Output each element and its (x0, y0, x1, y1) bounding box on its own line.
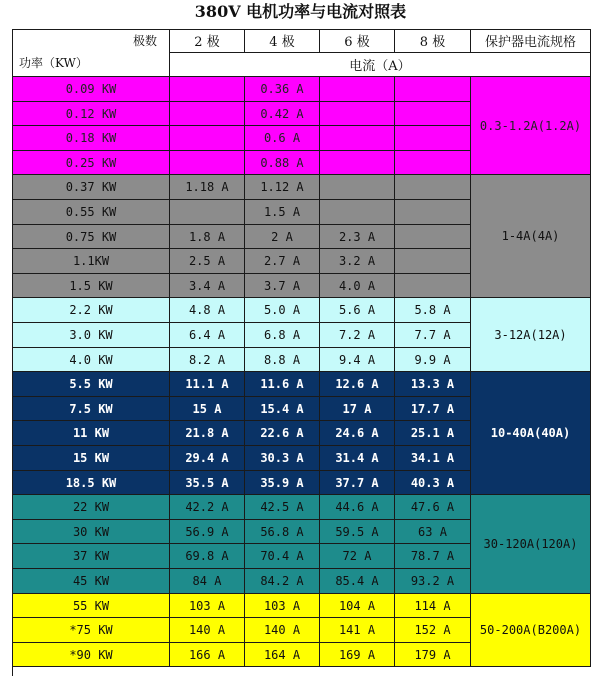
current-cell-2-pole (170, 77, 245, 102)
current-cell-2-pole: 2.5 A (170, 249, 245, 274)
power-cell: 0.37 KW (12, 175, 170, 200)
current-cell-2-pole: 56.9 A (170, 520, 245, 544)
header-corner-cell (12, 29, 170, 77)
current-cell-4-pole: 56.8 A (245, 520, 320, 544)
current-cell-4-pole: 5.0 A (245, 298, 320, 323)
current-cell-4-pole: 103 A (245, 594, 320, 618)
current-cell-6-pole: 17 A (320, 397, 395, 421)
current-cell-4-pole: 0.6 A (245, 126, 320, 151)
current-cell-6-pole: 4.0 A (320, 274, 395, 298)
page-title: 380V 电机功率与电流对照表 (194, 2, 407, 21)
current-cell-2-pole: 4.8 A (170, 298, 245, 323)
current-cell-6-pole: 7.2 A (320, 323, 395, 348)
current-cell-6-pole (320, 102, 395, 126)
current-cell-6-pole: 44.6 A (320, 495, 395, 520)
power-cell: 18.5 KW (12, 471, 170, 495)
current-cell-2-pole: 69.8 A (170, 544, 245, 569)
current-cell-8-pole (395, 225, 471, 249)
current-cell-2-pole: 29.4 A (170, 446, 245, 471)
current-cell-2-pole (170, 200, 245, 225)
header-pole-8: 8 极 (395, 29, 471, 53)
power-cell: 55 KW (12, 594, 170, 618)
current-cell-8-pole: 152 A (395, 618, 471, 643)
header-corner-poles-label: 极数 (132, 34, 157, 48)
current-cell-4-pole: 164 A (245, 643, 320, 667)
current-cell-6-pole: 59.5 A (320, 520, 395, 544)
current-cell-6-pole (320, 151, 395, 175)
current-cell-4-pole: 0.42 A (245, 102, 320, 126)
current-cell-8-pole (395, 102, 471, 126)
current-cell-4-pole: 0.88 A (245, 151, 320, 175)
current-cell-6-pole: 37.7 A (320, 471, 395, 495)
power-cell: 0.25 KW (12, 151, 170, 175)
current-cell-2-pole: 42.2 A (170, 495, 245, 520)
current-cell-4-pole: 15.4 A (245, 397, 320, 421)
current-cell-6-pole (320, 175, 395, 200)
power-cell: 11 KW (12, 421, 170, 446)
power-cell: 5.5 KW (12, 372, 170, 397)
current-cell-8-pole: 40.3 A (395, 471, 471, 495)
current-cell-6-pole: 85.4 A (320, 569, 395, 594)
current-cell-6-pole: 24.6 A (320, 421, 395, 446)
header-breaker-spec: 保护器电流规格 (471, 29, 591, 53)
current-cell-6-pole (320, 200, 395, 225)
power-cell: 3.0 KW (12, 323, 170, 348)
current-cell-4-pole: 22.6 A (245, 421, 320, 446)
current-cell-6-pole: 169 A (320, 643, 395, 667)
current-cell-6-pole: 5.6 A (320, 298, 395, 323)
current-cell-8-pole: 7.7 A (395, 323, 471, 348)
current-cell-2-pole: 8.2 A (170, 348, 245, 372)
current-cell-4-pole: 140 A (245, 618, 320, 643)
current-cell-6-pole: 104 A (320, 594, 395, 618)
current-cell-8-pole: 25.1 A (395, 421, 471, 446)
current-cell-4-pole: 11.6 A (245, 372, 320, 397)
current-cell-4-pole: 6.8 A (245, 323, 320, 348)
current-cell-2-pole: 103 A (170, 594, 245, 618)
current-cell-2-pole (170, 102, 245, 126)
motor-current-table (12, 29, 591, 676)
power-cell: 22 KW (12, 495, 170, 520)
current-cell-2-pole: 15 A (170, 397, 245, 421)
header-pole-4: 4 极 (245, 29, 320, 53)
power-cell: 0.55 KW (12, 200, 170, 225)
current-cell-2-pole: 21.8 A (170, 421, 245, 446)
current-cell-6-pole (320, 77, 395, 102)
current-cell-6-pole: 141 A (320, 618, 395, 643)
current-cell-4-pole: 84.2 A (245, 569, 320, 594)
current-cell-8-pole: 17.7 A (395, 397, 471, 421)
current-cell-6-pole: 3.2 A (320, 249, 395, 274)
current-cell-4-pole: 2.7 A (245, 249, 320, 274)
current-cell-8-pole (395, 151, 471, 175)
breaker-spec-cell: 30-120A(120A) (471, 495, 591, 594)
current-cell-8-pole: 78.7 A (395, 544, 471, 569)
power-cell: 1.5 KW (12, 274, 170, 298)
breaker-spec-cell: 10-40A(40A) (471, 372, 591, 495)
current-cell-2-pole (170, 126, 245, 151)
current-cell-8-pole (395, 126, 471, 151)
current-cell-2-pole: 11.1 A (170, 372, 245, 397)
power-cell: 4.0 KW (12, 348, 170, 372)
current-cell-2-pole: 1.18 A (170, 175, 245, 200)
current-cell-8-pole: 114 A (395, 594, 471, 618)
current-cell-8-pole (395, 249, 471, 274)
power-cell: 37 KW (12, 544, 170, 569)
header-pole-6: 6 极 (320, 29, 395, 53)
current-cell-8-pole: 179 A (395, 643, 471, 667)
current-cell-6-pole: 9.4 A (320, 348, 395, 372)
current-cell-8-pole (395, 274, 471, 298)
current-cell-8-pole: 13.3 A (395, 372, 471, 397)
power-cell: 1.1KW (12, 249, 170, 274)
breaker-spec-cell: 1-4A(4A) (471, 175, 591, 298)
current-cell-6-pole: 2.3 A (320, 225, 395, 249)
current-cell-4-pole: 1.5 A (245, 200, 320, 225)
power-cell: 0.75 KW (12, 225, 170, 249)
current-cell-6-pole: 72 A (320, 544, 395, 569)
current-cell-2-pole (170, 151, 245, 175)
current-cell-8-pole: 47.6 A (395, 495, 471, 520)
current-cell-2-pole: 84 A (170, 569, 245, 594)
current-cell-6-pole (320, 126, 395, 151)
current-cell-4-pole: 70.4 A (245, 544, 320, 569)
power-cell: *75 KW (12, 618, 170, 643)
breaker-spec-cell: 3-12A(12A) (471, 298, 591, 372)
power-cell: 2.2 KW (12, 298, 170, 323)
breaker-spec-cell: 50-200A(B200A) (471, 594, 591, 667)
power-cell: 7.5 KW (12, 397, 170, 421)
current-cell-2-pole: 166 A (170, 643, 245, 667)
current-cell-2-pole: 1.8 A (170, 225, 245, 249)
current-cell-4-pole: 35.9 A (245, 471, 320, 495)
current-cell-8-pole: 34.1 A (395, 446, 471, 471)
current-cell-2-pole: 35.5 A (170, 471, 245, 495)
current-cell-8-pole: 9.9 A (395, 348, 471, 372)
current-cell-2-pole: 3.4 A (170, 274, 245, 298)
current-cell-8-pole (395, 200, 471, 225)
header-pole-2: 2 极 (170, 29, 245, 53)
breaker-spec-cell: 0.3-1.2A(1.2A) (471, 77, 591, 175)
current-cell-2-pole: 140 A (170, 618, 245, 643)
current-cell-8-pole (395, 175, 471, 200)
current-cell-8-pole: 5.8 A (395, 298, 471, 323)
current-cell-4-pole: 2 A (245, 225, 320, 249)
current-cell-6-pole: 31.4 A (320, 446, 395, 471)
current-cell-4-pole: 30.3 A (245, 446, 320, 471)
power-cell: 15 KW (12, 446, 170, 471)
current-cell-4-pole: 8.8 A (245, 348, 320, 372)
power-cell: 0.12 KW (12, 102, 170, 126)
power-cell: 45 KW (12, 569, 170, 594)
power-cell: 30 KW (12, 520, 170, 544)
header-current-unit: 电流（A） (170, 53, 591, 77)
power-cell: 0.09 KW (12, 77, 170, 102)
current-cell-8-pole: 63 A (395, 520, 471, 544)
current-cell-6-pole: 12.6 A (320, 372, 395, 397)
current-cell-8-pole: 93.2 A (395, 569, 471, 594)
current-cell-2-pole: 6.4 A (170, 323, 245, 348)
current-cell-4-pole: 0.36 A (245, 77, 320, 102)
header-corner-power-label: 功率（KW） (19, 56, 88, 70)
current-cell-4-pole: 42.5 A (245, 495, 320, 520)
current-cell-8-pole (395, 77, 471, 102)
power-cell: 0.18 KW (12, 126, 170, 151)
power-cell: *90 KW (12, 643, 170, 667)
current-cell-4-pole: 3.7 A (245, 274, 320, 298)
current-cell-4-pole: 1.12 A (245, 175, 320, 200)
